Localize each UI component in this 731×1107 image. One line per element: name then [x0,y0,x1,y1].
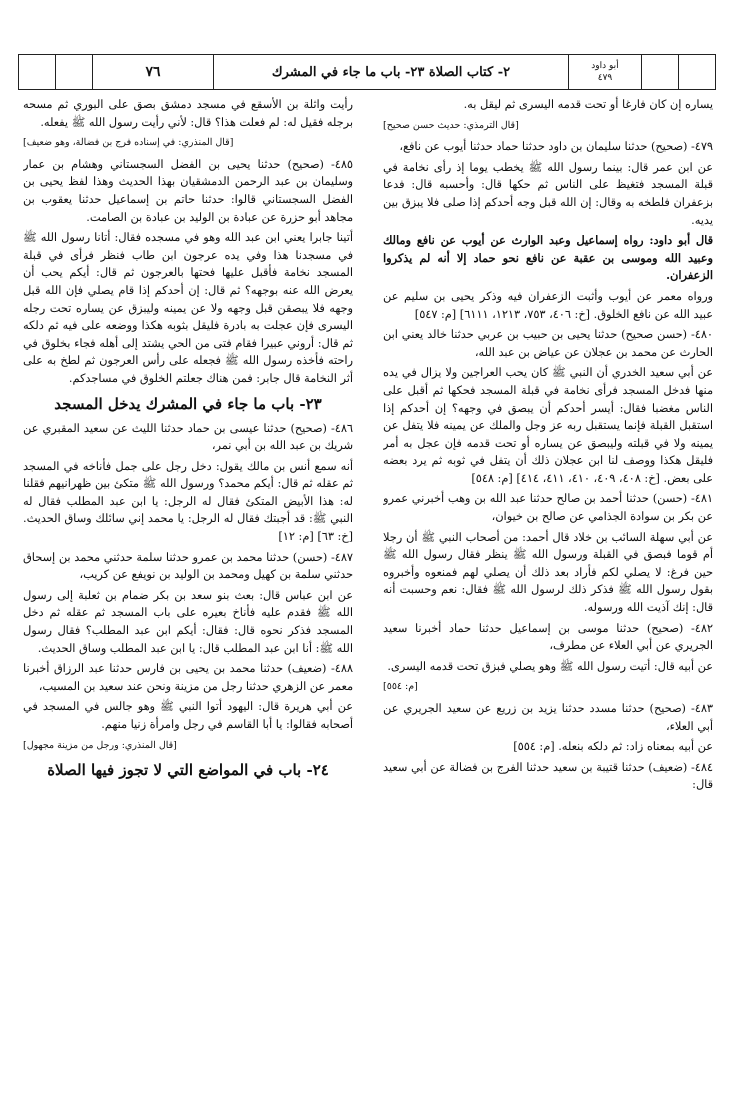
hadith-isnad: ٤٨٣- (صحيح) حدثنا مسدد حدثنا يزيد بن زريع عن سعيد الجريري عن أبي العلاء، [383,702,713,733]
hadith-isnad: ٤٨٨- (ضعيف) حدثنا محمد بن يحيى بن فارس حدثنا عبد الرزاق أخبرنا معمر عن الزهري حدثنا رجل من مزينة ونحن عند سعيد بن المسيب، [23,662,353,693]
book-reference [569,55,642,89]
left-column [23,96,353,1096]
paragraph: عن ابن عباس قال: بعث بنو سعد بن بكر ضمام بن ثعلبة إلى رسول الله ﷺ فقدم عليه فأناخ بعيره على باب المسجد ثم عقله ثم دخل المسجد فذكر نحوه قال: فقال: أيكم ابن عبد المطلب؟ فقال رسول الله ﷺ: أنا ابن عبد المطلب قال: يا ابن عبد المطلب وساق الحديث. [23,588,353,655]
page-header [18,54,716,90]
footnote: [قال المنذري: في إسناده فرج بن فضالة، وهو ضعيف] [23,137,234,149]
hadith-isnad: ٤٧٩- (صحيح) حدثنا سليمان بن داود حدثنا حماد حدثنا أيوب عن نافع، [399,140,713,154]
header-empty-cell [19,55,56,89]
hadith-isnad: ٤٨١- (حسن) حدثنا أحمد بن صالح حدثنا عبد الله بن وهب أخبرني عمرو عن بكر بن سوادة الجذامي عن صالح بن خيوان، [383,492,713,524]
page-number: ٧٦ [93,55,214,89]
hadith-isnad: ٤٨٦- (صحيح) حدثنا عيسى بن حماد حدثنا الليث عن سعيد المقبري عن شريك بن عبد الله بن أبي نمر، [23,421,353,453]
paragraph: أتينا جابرا يعني ابن عبد الله وهو في مسجده فقال: أتانا رسول الله ﷺ في مسجدنا هذا وفي يده عرجون ابن طاب فنظر فرأى في قبلة المسجد نخامة فأقبل عليها فحتها بالعرجون ثم قال: أيكم يحب أن يعرض الله عنه بوجهه؟ ثم قال: إن أحدكم إذا قام يصلي فإن الله قبل وجهه فلا يبصقن قبل وجهه ولا عن يمينه وليبزق عن يساره تحت رجله اليسرى فإن عجلت به بادرة فليقل بثوبه هكذا ووضعه على فيه ثم دلكه ثم قال: أروني عبيرا فقام فتى من الحي يشتد إلى أهله فجاء بخلوق في راحته فأخذه رسول الله ﷺ فجعله على رأس العرجون ثم لطخ به على أثر النخامة قال جابر: فمن هناك جعلتم الخلوق في مساجدكم. [23,231,353,385]
paragraph: عن أبي هريرة قال: اليهود أتوا النبي ﷺ وهو جالس في المسجد في أصحابه فقالوا: يا أبا القاسم في رجل وامرأة زنيا منهم. [23,700,353,731]
chapter-heading: ٢٤- باب في المواضع التي لا تجوز فيها الصلاة [47,761,329,780]
header-empty-cell [56,55,93,89]
header-empty-cell [642,55,679,89]
chapter-heading: ٢٣- باب ما جاء في المشرك يدخل المسجد [54,394,322,413]
hadith-isnad: ٤٨٤- (ضعيف) حدثنا قتيبة بن سعيد حدثنا الفرج بن فضالة عن أبي سعيد قال: [383,760,713,792]
paragraph: أنه سمع أنس بن مالك يقول: دخل رجل على جمل فأناخه في المسجد ثم عقله ثم قال: أيكم محمد؟ ورسول الله ﷺ متكئ بين ظهرانيهم فقلنا له: هذا الأبيض المتكئ فقال له الرجل: يا ابن عبد المطلب فقال له النبي ﷺ: قد أجبتك فقال له الرجل: يا محمد إني سائلك وساق الحديث. [خ: ٦٣] [م: ١٢] [23,459,353,544]
hadith-isnad: ٤٨٥- (صحيح) حدثنا يحيى بن الفضل السجستاني وهشام بن عمار وسليمان بن عبد الرحمن الدمشقيان بهذا الحديث وهذا لفظ يحيى بن الفضل السجستاني قالوا: حدثنا حاتم بن إسماعيل حدثنا يعقوب بن مجاهد أبو حزرة عن عبادة بن الوليد بن عبادة بن الصامت. [23,157,353,224]
paragraph: عن أبيه بمعناه زاد: ثم دلكه بنعله. [م: ٥٥٤] [513,740,713,754]
paragraph: ورواه معمر عن أيوب وأثبت الزعفران فيه وذكر يحيى بن سليم عن عبيد الله عن نافع الخلوق. [خ: ٤٠٦، ٧٥٣، ١٢١٣، ٦١١١] [م: ٥٤٧] [383,289,713,321]
hadith-isnad: ٤٨٢- (صحيح) حدثنا موسى بن إسماعيل حدثنا حماد أخبرنا سعيد الجريري عن أبي العلاء عن مطرف، [383,621,713,653]
paragraph: عن أبيه قال: أتيت رسول الله ﷺ وهو يصلي فبزق تحت قدمه اليسرى. [387,659,713,673]
paragraph: يساره إن كان فارغا أو تحت قدمه اليسرى ثم ليقل به. [463,98,713,111]
paragraph: عن أبي سهلة السائب بن خلاد قال أحمد: من أصحاب النبي ﷺ أن رجلا أم قوما فبصق في القبلة ورسول الله ﷺ ينظر فقال رسول الله ﷺ حين فرغ: لا يصلي لكم فأراد بعد ذلك أن يصلي لهم فمنعوه وأخبروه بقول رسول الله ﷺ فذكر ذلك لرسول الله ﷺ فقال: نعم وحسبت أنه قال: إنك آذيت الله ورسوله. [383,530,713,615]
right-column [383,96,713,1096]
footnote: [م: ٥٥٤] [383,681,418,693]
header-empty-cell [679,55,715,89]
book-page: ٤٧٩ [597,73,613,83]
hadith-isnad: ٤٨٧- (حسن) حدثنا محمد بن عمرو حدثنا سلمة حدثني محمد بن إسحاق حدثني سلمة بن كهيل ومحمد بن الوليد بن نويفع عن كريب، [23,550,353,582]
paragraph: رأيت واثلة بن الأسقع في مسجد دمشق بصق على البوري ثم مسحه برجله فقيل له: لم فعلت هذا؟ قال: لأني رأيت رسول الله ﷺ يفعله. [23,98,353,129]
paragraph: عن أبي سعيد الخدري أن النبي ﷺ كان يحب العراجين ولا يزال في يده منها فدخل المسجد فرأى نخامة في قبلة المسجد فحكها ثم أقبل على الناس مغضبا فقال: أيسر أحدكم أن يبصق في وجهه؟ إن أحدكم إذا استقبل القبلة فإنما يستقبل ربه عز وجل والملك عن يمينه فلا يتفل عن يمينه ولا في قبلته وليبصق عن يساره أو تحت قدمه فإن عجل به أمر فليقل هكذا ووصف لنا ابن عجلان ذلك أن يتفل في ثوبه ثم يرد بعضه على بعض. [خ: ٤٠٨، ٤٠٩، ٤١٠، ٤١١، ٤١٤] [م: ٥٤٨] [383,366,713,485]
running-title: ٢- كتاب الصلاة ٢٣- باب ما جاء في المشرك [214,55,569,89]
hadith-isnad: ٤٨٠- (حسن صحيح) حدثنا يحيى بن حبيب بن عربي حدثنا خالد يعني ابن الحارث عن محمد بن عجلان عن عياض بن عبد الله، [383,328,713,359]
book-name: أبو داود [591,61,619,71]
author-comment: قال أبو داود: رواه إسماعيل وعبد الوارث عن أيوب عن نافع ومالك وعبيد الله وموسى بن عقبة عن نافع نحو حماد إلا أنه لم يذكروا الزعفران. [383,233,713,283]
paragraph: عن ابن عمر قال: بينما رسول الله ﷺ يخطب يوما إذ رأى نخامة في قبلة المسجد فتغيظ على الناس ثم حكها قال: وأحسبه قال: فدعا بزعفران فلطخه به وقال: إن الله قبل وجه أحدكم إذا صلى فلا يبزق بين يديه. [383,160,713,227]
footnote: [قال المنذري: ورجل من مزينة مجهول] [23,739,177,751]
footnote: [قال الترمذي: حديث حسن صحيح] [383,119,519,131]
